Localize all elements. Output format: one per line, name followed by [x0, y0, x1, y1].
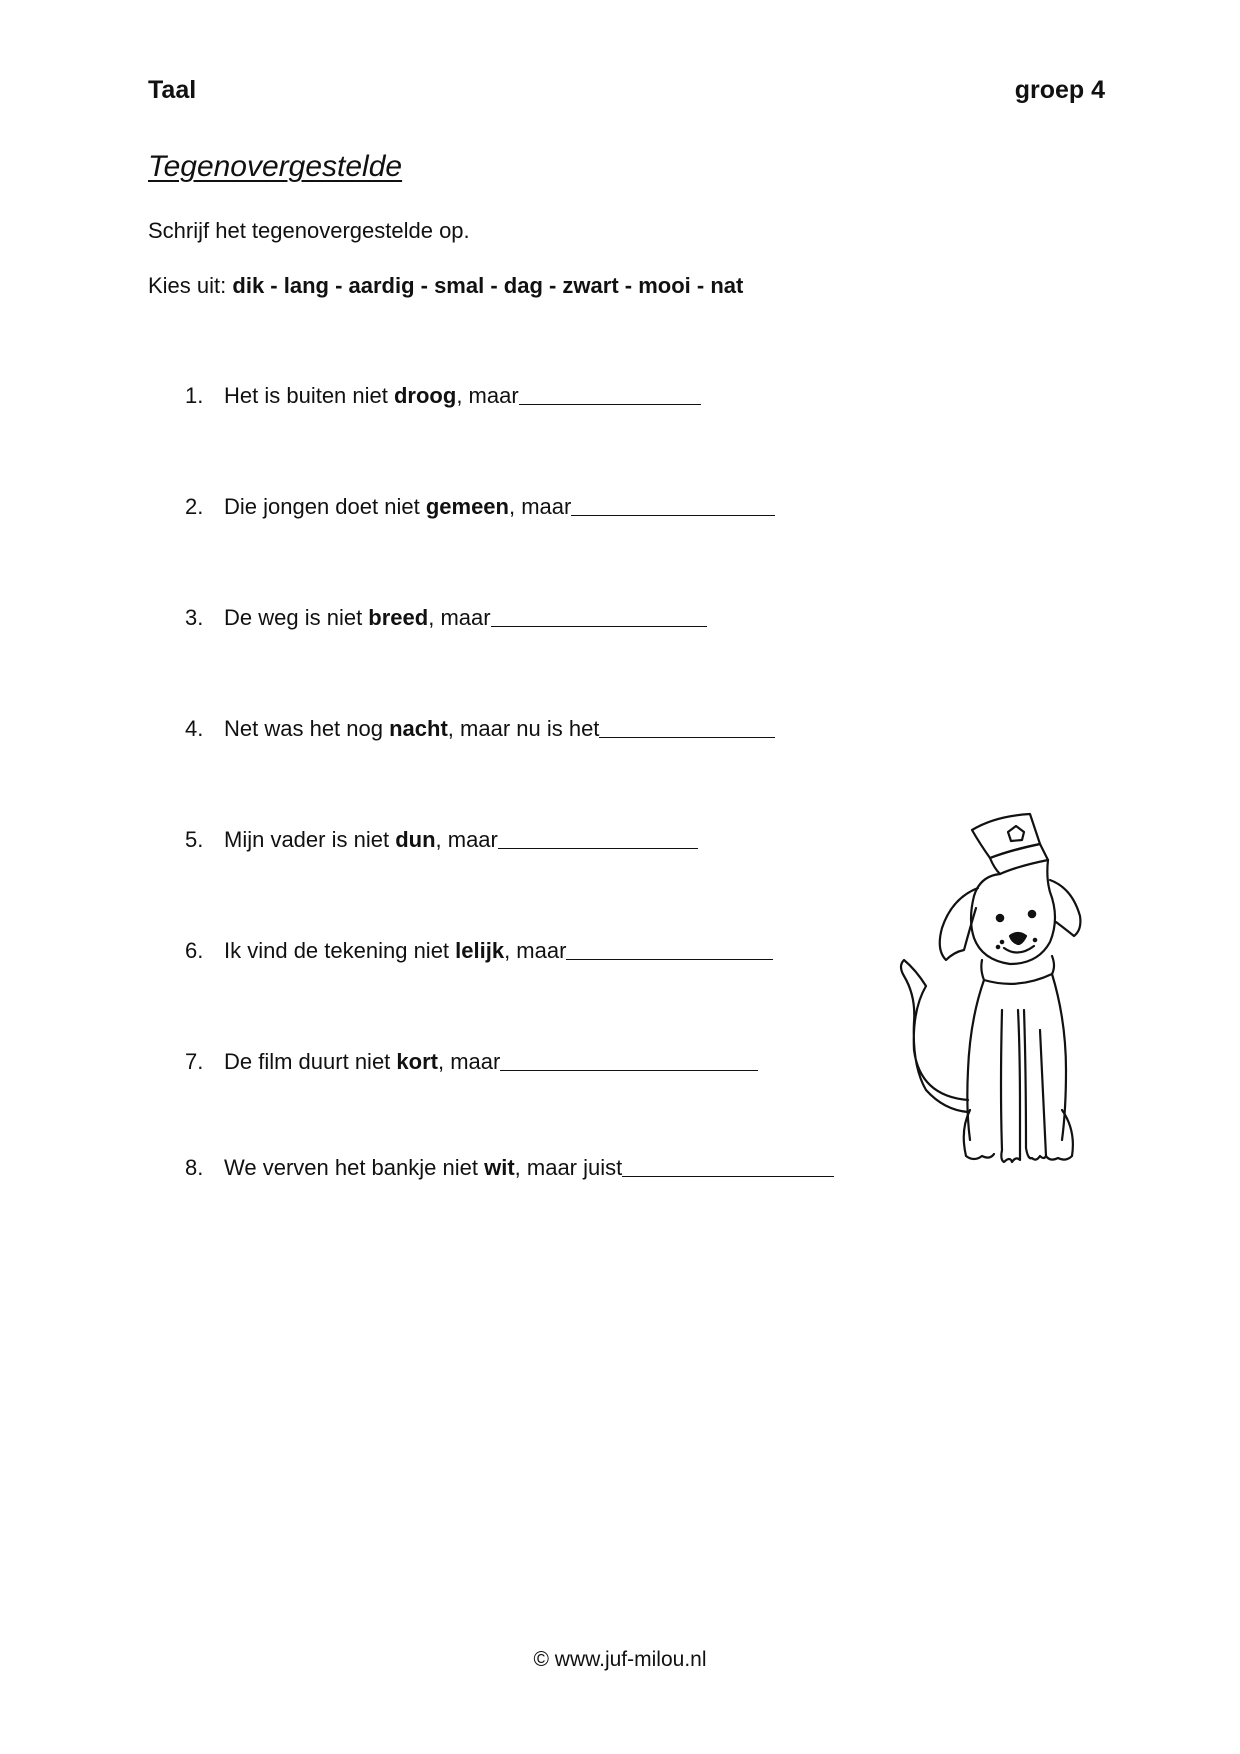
- question-item: [185, 827, 698, 853]
- question-number: 7.: [185, 1049, 204, 1074]
- answer-blank[interactable]: [599, 736, 775, 738]
- question-number: 5.: [185, 827, 204, 852]
- keyword: wit: [484, 1155, 515, 1180]
- question-text: De weg is niet breed, maar: [224, 605, 491, 630]
- question-item: [185, 1049, 758, 1075]
- question-text: We verven het bankje niet wit, maar juist: [224, 1155, 623, 1180]
- question-number: 3.: [185, 605, 204, 630]
- keyword: nacht: [389, 716, 448, 741]
- dog-with-police-cap-icon: [890, 810, 1100, 1196]
- question-text: Die jongen doet niet gemeen, maar: [224, 494, 572, 519]
- question-text: Het is buiten niet droog, maar: [224, 383, 519, 408]
- question-text: Mijn vader is niet dun, maar: [224, 827, 498, 852]
- keyword: droog: [393, 383, 457, 408]
- question-item: [185, 605, 707, 631]
- answer-blank[interactable]: [571, 514, 775, 516]
- question-item: [185, 716, 775, 742]
- question-text: De film duurt niet kort, maar: [224, 1049, 501, 1074]
- answer-blank[interactable]: [500, 1069, 758, 1071]
- question-item: [185, 494, 775, 520]
- subject-label: Taal: [148, 76, 197, 104]
- question-text: Net was het nog nacht, maar nu is het: [224, 716, 600, 741]
- answer-blank[interactable]: [519, 403, 701, 405]
- copyright-footer: © www.juf-milou.nl: [533, 1648, 707, 1671]
- answer-blank[interactable]: [498, 847, 698, 849]
- question-number: 6.: [185, 938, 204, 963]
- question-text: Ik vind de tekening niet lelijk, maar: [224, 938, 567, 963]
- choices-label: Kies uit:: [148, 273, 227, 298]
- page-title: Tegenovergestelde: [148, 150, 403, 183]
- grade-label: groep 4: [1014, 76, 1105, 104]
- question-item: [185, 1155, 834, 1181]
- keyword: lelijk: [455, 938, 505, 963]
- choices-words: dik - lang - aardig - smal - dag - zwart - mooi - nat: [232, 273, 744, 298]
- question-number: 4.: [185, 716, 204, 741]
- question-number: 8.: [185, 1155, 204, 1180]
- keyword: kort: [396, 1049, 438, 1074]
- question-item: [185, 938, 773, 964]
- instruction-text: Schrijf het tegenovergestelde op.: [148, 218, 470, 243]
- keyword: dun: [395, 827, 436, 852]
- answer-blank[interactable]: [491, 625, 707, 627]
- keyword: gemeen: [425, 494, 509, 519]
- question-number: 1.: [185, 383, 204, 408]
- answer-blank[interactable]: [566, 958, 773, 960]
- answer-blank[interactable]: [622, 1175, 834, 1177]
- keyword: breed: [368, 605, 429, 630]
- question-number: 2.: [185, 494, 204, 519]
- word-choices: [148, 273, 743, 299]
- question-item: [185, 383, 701, 409]
